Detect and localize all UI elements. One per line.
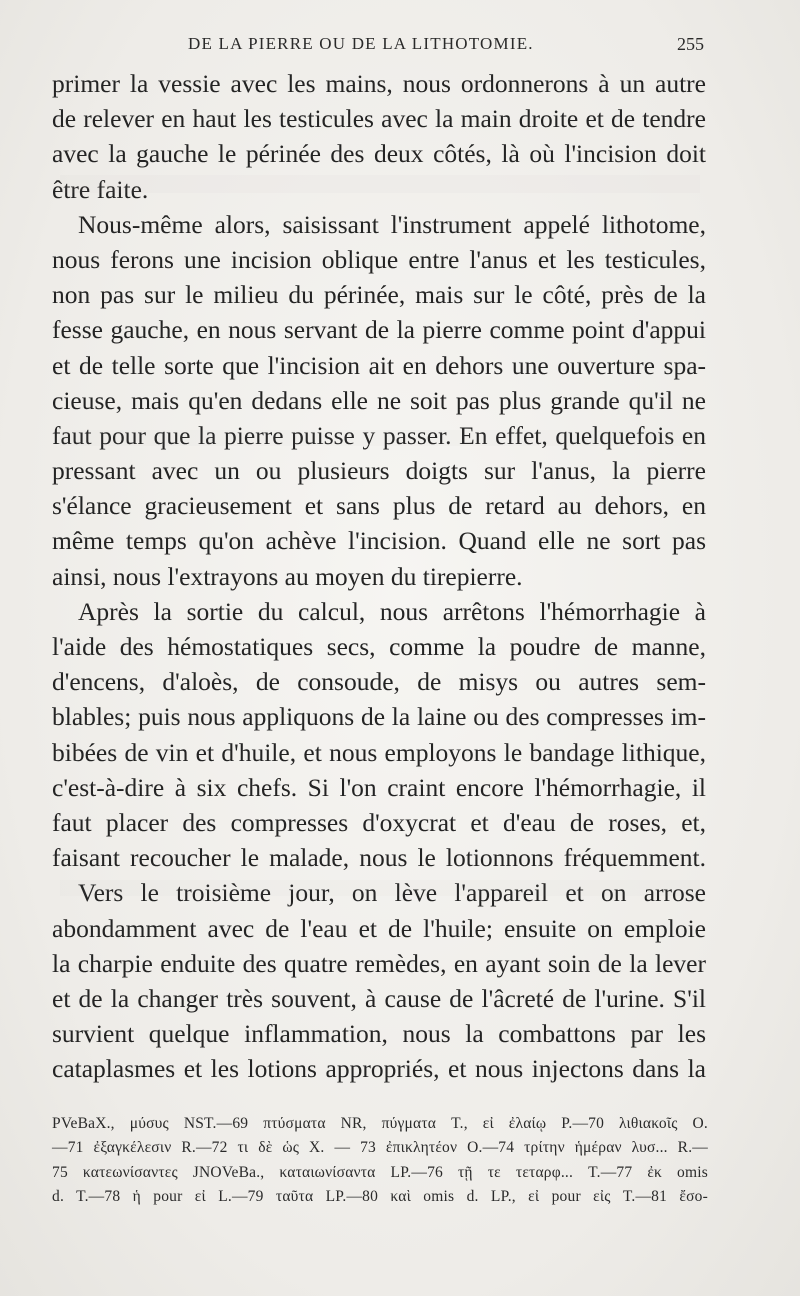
footnote-line: 75 κατεωνίσαντες JNOVeBa., καταιωνίσαντα LP.—76 τῇ τε τεταρφ... T.—77 ἐκ omis	[52, 1163, 708, 1181]
text-line: fesse gauche, en nous servant de la pierre comme point d'appui	[52, 315, 706, 345]
main-text	[52, 66, 706, 1086]
paragraph-start-line: Vers le troisième jour, on lève l'appareil et on arrose	[78, 878, 706, 908]
text-line: non pas sur le milieu du périnée, mais sur le côté, près de la	[52, 280, 706, 310]
text-line: c'est-à-dire à six chefs. Si l'on craint encore l'hémorrhagie, il	[52, 772, 706, 802]
text-line: survient quelque inflammation, nous la combattons par les	[52, 1019, 706, 1049]
text-line: bibées de vin et d'huile, et nous employons le bandage lithique,	[52, 737, 706, 767]
footnotes	[52, 1112, 708, 1210]
footnote-line: —71 ἐξαγκέλεσιν R.—72 τι δὲ ὡς X. — 73 ἐπικλητέον O.—74 τρίτην ἡμέραν λυσ... R.—	[52, 1139, 708, 1157]
text-line: primer la vessie avec les mains, nous ordonnerons à un autre	[52, 69, 706, 98]
paragraph-start-line: Après la sortie du calcul, nous arrêtons l'hémorrhagie à	[78, 596, 706, 626]
footnote-line: PVeBaX., μύσυς NST.—69 πτύσματα NR, πύγματα T., εἰ ἐλαίῳ P.—70 λιθιακοῖς O.	[52, 1115, 708, 1132]
text-line: d'encens, d'aloès, de consoude, de misys ou autres sem-	[52, 667, 706, 697]
running-title: DE LA PIERRE OU DE LA LITHOTOMIE.	[188, 34, 534, 53]
text-line: et de la changer très souvent, à cause de l'âcreté de l'urine. S'il	[52, 983, 706, 1013]
text-line: faisant recoucher le malade, nous le lotionnons fréquemment.	[52, 843, 706, 873]
text-line: de relever en haut les testicules avec la main droite et de tendre	[52, 104, 706, 134]
text-line: ainsi, nous l'extrayons au moyen du tirepierre.	[52, 561, 523, 591]
text-line: s'élance gracieusement et sans plus de retard au dehors, en	[52, 491, 706, 521]
text-line: l'aide des hémostatiques secs, comme la poudre de manne,	[52, 632, 706, 661]
text-line: pressant avec un ou plusieurs doigts sur l'anus, la pierre	[52, 456, 706, 486]
text-line: la charpie enduite des quatre remèdes, en ayant soin de la lever	[52, 948, 706, 978]
footnote-line: d. T.—78 ἡ pour εἰ L.—79 ταῦτα LP.—80 καὶ omis d. LP., εἰ pour εἰς T.—81 ἔσο-	[52, 1188, 708, 1206]
text-line: nous ferons une incision oblique entre l'anus et les testicules,	[52, 244, 706, 274]
text-line: être faite.	[52, 174, 149, 204]
text-line: et de telle sorte que l'incision ait en dehors une ouverture spa-	[52, 350, 706, 380]
page-number: 255	[677, 34, 704, 54]
text-line: cieuse, mais qu'en dedans elle ne soit pas plus grande qu'il ne	[52, 385, 706, 415]
page-header	[50, 34, 710, 58]
paragraph-start-line: Nous-même alors, saisissant l'instrument appelé lithotome,	[78, 209, 706, 239]
text-line: cataplasmes et les lotions appropriés, et nous injectons dans la	[52, 1054, 706, 1084]
text-line: blables; puis nous appliquons de la laine ou des compresses im-	[52, 702, 706, 732]
text-line: même temps qu'on achève l'incision. Quand elle ne sort pas	[52, 526, 706, 556]
text-line: avec la gauche le périnée des deux côtés, là où l'incision doit	[52, 139, 706, 169]
text-line: faut pour que la pierre puisse y passer. En effet, quelquefois en	[52, 420, 706, 450]
text-line: abondamment avec de l'eau et de l'huile; ensuite on emploie	[52, 913, 706, 943]
text-line: faut placer des compresses d'oxycrat et d'eau de roses, et,	[52, 807, 706, 837]
